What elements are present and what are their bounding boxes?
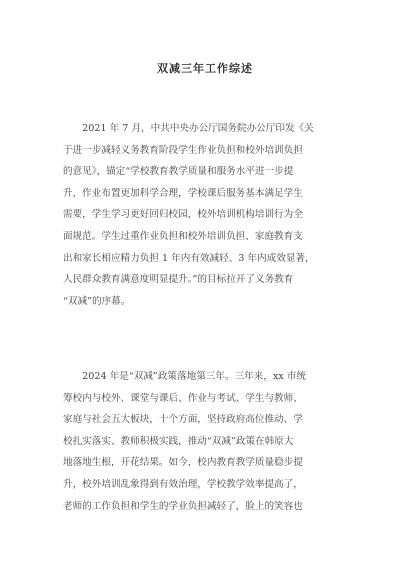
paragraph-line: 的意见》，锚定“学校教育教学质量和服务水平进一步提 (63, 166, 294, 178)
paragraph-line: 升，校外培训乱象得到有效治理，学校教学效率提高了， (63, 478, 303, 490)
paragraph-line: 家庭与社会五大板块，十个方面，坚持政府高位推动、学 (63, 414, 303, 426)
paragraph-line: 出和家长相应精力负担 1 年内有效减轻、3 年内成效显著， (63, 252, 315, 264)
paragraph-line: 升，作业布置更加科学合理，学校课后服务基本满足学生 (63, 187, 303, 199)
paragraph-line: 需要，学生学习更好回归校园，校外培训机构培训行为全 (63, 209, 303, 221)
paragraph-1 (63, 118, 353, 312)
paragraph-line: 校扎实落实、教师积极实践，推动“双减”政策在韩原大 (63, 435, 294, 447)
paragraph-2 (63, 366, 353, 517)
paragraph-line: 人民群众教育满意度明显提升。”的目标拉开了义务教育 (63, 274, 294, 286)
paragraph-line: 地落地生根，开花结果。如今，校内教育教学质量稳步提 (63, 457, 303, 469)
paragraph-line: 筹校内与校外、课堂与课后、作业与考试、学生与教师、 (63, 392, 303, 404)
paragraph-line: 2021 年 7 月，中共中央办公厅国务院办公厅印发《关 (63, 123, 314, 134)
paragraph-line: 于进一步减轻义务教育阶段学生作业负担和校外培训负担 (63, 144, 303, 156)
paragraph-line: “双减”的序幕。 (63, 295, 131, 307)
paragraph-line: 老师的工作负担和学生的学业负担减轻了，脸上的笑容也 (63, 500, 303, 512)
document-title: 双减三年工作综述 (157, 62, 253, 75)
paragraph-line: 2024 年是“双减”政策落地第三年。三年来，xx 市统 (63, 371, 307, 382)
paragraph-line: 面规范。学生过重作业负担和校外培训负担、家庭教育支 (63, 230, 303, 242)
